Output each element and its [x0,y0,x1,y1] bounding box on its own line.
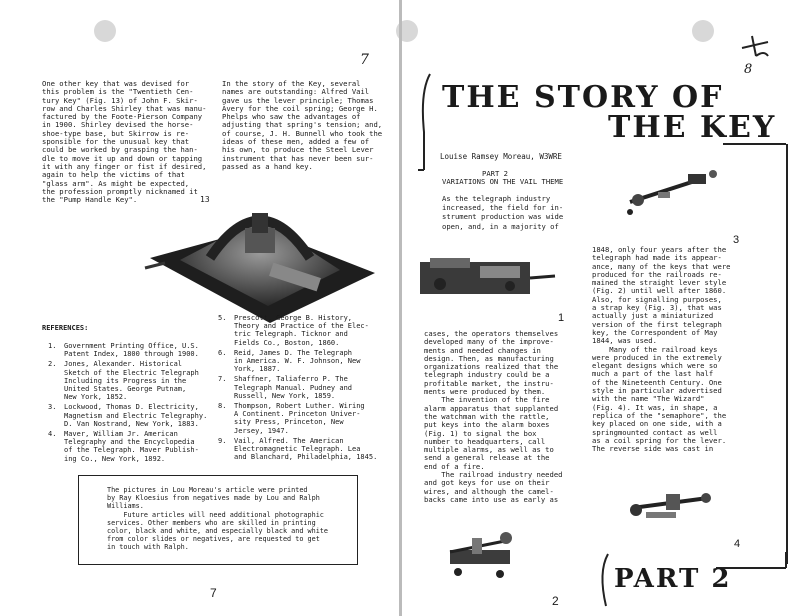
left-handwritten-number: 7 [360,52,369,68]
references-right [218,314,388,463]
fig-13-label: 13 [200,195,210,204]
left-page-number: 7 [210,586,217,600]
reference-item: 4. Maver, William Jr. American Telegraphy and the Encyclopedia of the Telegraph. Maver Publish- ing Co., New York, 1892. [48,430,199,463]
part-subheading: VARIATIONS ON THE VAIL THEME [442,177,564,186]
fire-alarm-key-photo [410,248,560,308]
references-heading: REFERENCES: [42,324,89,332]
fig-1-label: 1 [558,312,565,324]
references-left [48,342,218,465]
binder-hole-left [94,20,116,42]
title-line-1: THE STORY OF [442,80,724,115]
right-handwritten-number: 8 [744,62,753,77]
intro-text: As the telegraph industry increased, the field for in- strument production was wide open, and, in a majority of [442,194,564,231]
reference-item: 6. Reid, James D. The Telegraph in America. W. F. Johnson, New York, 1887. [218,348,361,374]
author-byline: Louise Ramsey Moreau, W3WRE [440,152,562,161]
strap-key-photo [618,162,728,222]
binder-hole-right [692,20,714,42]
reference-item: 2. Jones, Alexander. Historical Sketch of the Electric Telegraph Including its Progress in the United States. George Putnam, New York, 1852. [48,360,199,402]
reference-item: 8. Thompson, Robert Luther. Wiring A Continent. Princeton Univer- sity Press, Princeton, New Jersey, 1947. [218,402,365,435]
reference-item: 7. Shaffner, Taliaferro P. The Telegraph Manual. Pudney and Russell, New York, 1859. [218,375,353,400]
footer-part-heading: PART 2 [614,564,732,594]
reference-item: 5. Prescott, George B. History, Theory and Practice of the Elec- tric Telegraph. Ticknor and Fields Co., Boston, 1860. [218,314,369,347]
right-page-number: 2 [552,594,559,608]
frame-right-line [786,144,788,564]
photo-credit-text: The pictures in Lou Moreau's article were printed by Ray Kloesius from negatives made by Lou and Ralph Williams. Future articles will need additional photographic services. Other members who are skilled in printing color, black and white, and especially black and white from color slides or negatives, are requested to get in touch with Ralph. [107,486,328,552]
right-left-column-text: cases, the operators themselves developed many of the improve- ments and needed changes in design. Then, as manufacturing organizations realized that the telegraph industry could be a profitable market, the instru- ments were produced by them. The invention of the fire alarm apparatus that supplanted the watchman with the rattle, put keys into the alarm boxes (Fig. 1) to signal the box number to headquarters, call multiple alarms, as well as to send a general release at the end of a fire. The railroad industry needed and got keys for use on their wires, and although the camel- backs came into use as early as [424,329,563,504]
part-heading: PART 2 [482,169,508,178]
fig-3-label: 3 [733,234,740,246]
pump-handle-key-photo [140,188,380,328]
right-right-column-text: 1848, only four years after the telegraph had made its appear- ance, many of the keys that were produced for the railroads re- mained the straight lever style (Fig. 2) until well after 1860. Also, for signalling purposes, a strap key (Fig. 3), that was actually just a miniaturized version of the first telegraph key, the Correspondent of May 1844, was used. Many of the railroad keys were produced in the extremely elegant designs which were so much a part of the last half of the Nineteenth Century. One style in particular advertised with the name "The Wizard" (Fig. 4). It was, in shape, a replica of the "semaphore", the key placed on one side, with a springmounted contact as well as a coil spring for the lever. The reverse side was cast in [592,245,731,454]
straight-lever-key-photo [440,512,520,592]
fig-4-label: 4 [734,538,741,550]
left-column-2-text: In the story of the Key, several names are outstanding: Alfred Vail gave us the lever principle; Thomas Avery for the coil spring; George H. Phelps who saw the advantages of adjusting that spring's tension; and, of course, J. H. Bunnell who took the ideas of these men, added a few of his own, to produce the Steel Lever instrument that has never been sur- passed as a hand key. [222,79,383,171]
photo-credit-box [78,475,358,565]
page-divider [399,0,402,616]
wizard-key-photo [626,484,716,528]
left-column-1-text: One other key that was devised for this problem is the "Twentieth Cen- tury Key" (Fig. 13) of John F. Skir- row and Charles Shirley that was manu- factured by the Foote-Pierson Company in 1900. Shirley devised the horse- shoe-type base, but Skirrow is re- sponsible for the unusual key that could be worked by grasping the han- dle to move it up and down or tapping it with any finger or fist if desired, again to help the victims of that "glass arm". As might be expected, the profession promptly nicknamed it the "Pump Handle Key". [42,79,207,205]
reference-item: 1. Government Printing Office, U.S. Patent Index, 1800 through 1900. [48,342,199,359]
reference-item: 9. Vail, Alfred. The American Electromagnetic Telegraph. Lea and Blanchard, Philadelphia, 1845. [218,436,378,462]
handwritten-mark-icon [738,34,772,60]
title-line-2: THE KEY [608,110,777,145]
reference-item: 3. Lockwood, Thomas D. Electricity, Magnetism and Electric Telegraphy. D. Van Nostrand, New York, 1883. [48,403,208,428]
